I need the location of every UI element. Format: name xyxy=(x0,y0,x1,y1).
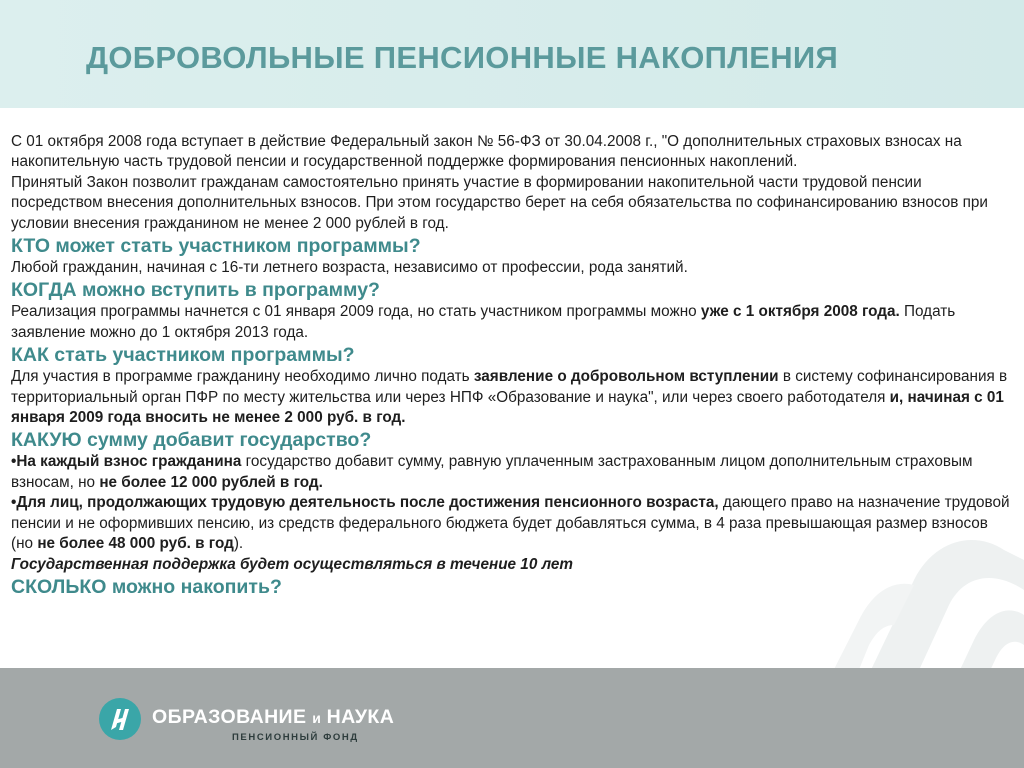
bullet-each-contribution: •На каждый взнос гражданина государство добавит сумму, равную уплаченным застрахованным лицом дополнительным страховым взносам, но не более 12 000 рублей в год. xyxy=(11,453,973,491)
question-how: КАК стать участником программы? xyxy=(11,344,355,367)
answer-when: Реализация программы начнется с 01 января 2009 года, но стать участником программы можно уже с 1 октября 2008 года. Подать заявление можно до 1 октября 2013 года. xyxy=(11,303,956,341)
question-amount: КАКУЮ сумму добавит государство? xyxy=(11,429,372,452)
support-duration-note: Государственная поддержка будет осуществляться в течение 10 лет xyxy=(11,555,573,573)
intro-paragraph-1: С 01 октября 2008 года вступает в действие Федеральный закон № 56-ФЗ от 30.04.2008 г., "О дополнительных страховых взносах на накопительную часть трудовой пенсии и государственной поддержке формирования пенсионных накоплений. xyxy=(11,133,962,171)
bullet-pension-age: •Для лиц, продолжающих трудовую деятельность после достижения пенсионного возраста, дающего право на назначение трудовой пенсии и не оформивших пенсию, из средств федерального бюджета будет добавляться сумма, в 4 раза превышающая размер взносов (но не более 48 000 руб. в год). xyxy=(11,494,1010,553)
slide-title: ДОБРОВОЛЬНЫЕ ПЕНСИОННЫЕ НАКОПЛЕНИЯ xyxy=(86,40,839,75)
fund-logo-subtitle: ПЕНСИОННЫЙ ФОНД xyxy=(232,732,359,743)
question-when: КОГДА можно вступить в программу? xyxy=(11,279,380,302)
fund-logo-name: ОБРАЗОВАНИЕ и НАУКА xyxy=(152,706,395,728)
fund-logo-icon xyxy=(98,697,142,741)
title-band xyxy=(0,0,1024,108)
question-who: КТО может стать участником программы? xyxy=(11,235,421,258)
answer-when-date: уже с 1 октября 2008 года. xyxy=(700,303,900,321)
answer-how-contribution: и, начиная с 01 января 2009 года вносить не менее 2 000 руб. в год. xyxy=(11,388,1004,427)
intro-paragraph-2: Принятый Закон позволит гражданам самостоятельно принять участие в формировании накопительной части трудовой пенсии посредством внесения дополнительных взносов. При этом государство берет на себя обязательства по софинансированию взносов при условии внесения гражданином не менее 2 000 рублей в год. xyxy=(11,173,988,232)
answer-how-application: заявление о добровольном вступлении xyxy=(473,368,779,386)
answer-who: Любой гражданин, начиная с 16-ти летнего возраста, независимо от профессии, рода занятий. xyxy=(11,259,688,277)
question-how-much: СКОЛЬКО можно накопить? xyxy=(11,575,282,598)
answer-how: Для участия в программе гражданину необходимо лично подать заявление о добровольном вступлении в систему софинансирования в территориальный орган ПФР по месту жительства или через НПФ «Образование и наука", или через своего работодателя и, начиная с 01 января 2009 года вносить не менее 2 000 руб. в год. xyxy=(11,368,1008,427)
slide-body xyxy=(11,132,1011,599)
